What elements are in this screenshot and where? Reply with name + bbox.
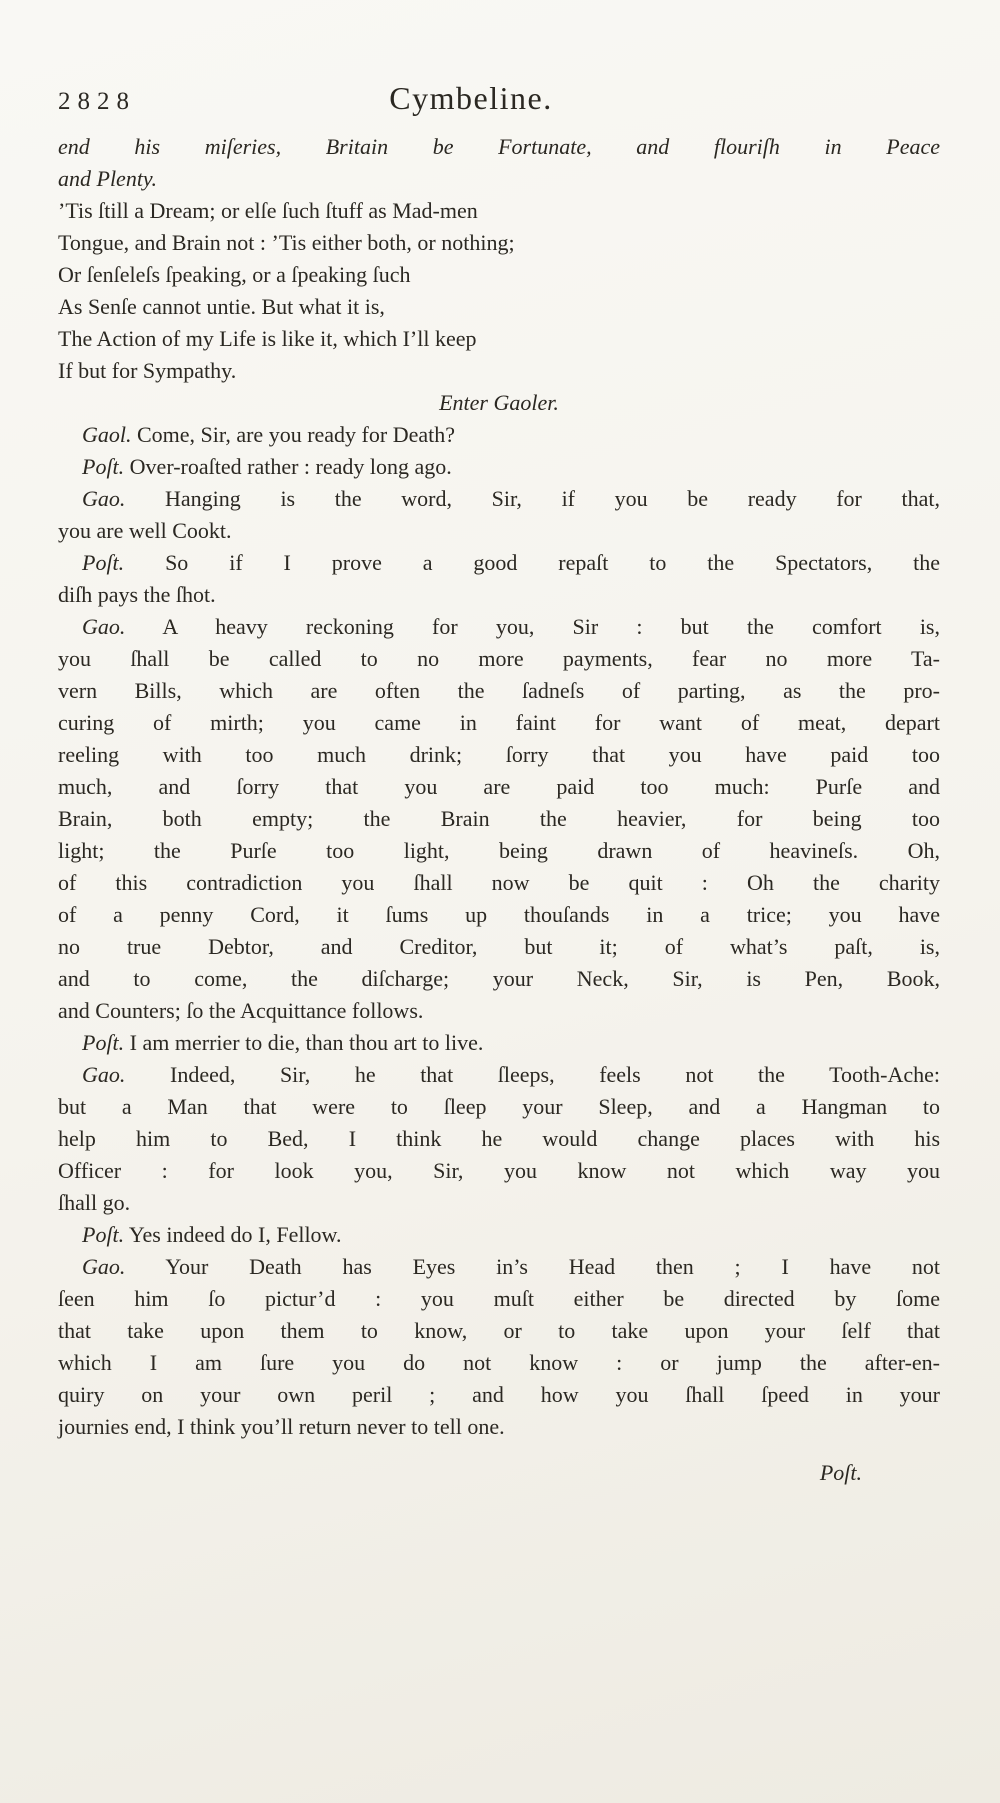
- text-line: Poſt. Over-roaſted rather : ready long ago.: [82, 454, 452, 479]
- text-line: Poſt. Yes indeed do I, Fellow.: [82, 1222, 342, 1247]
- speaker-label: Gao.: [82, 1254, 126, 1279]
- opening-italic-paragraph: [58, 131, 940, 195]
- stage-direction: [58, 387, 940, 419]
- speaker-label: Poſt.: [82, 454, 125, 479]
- running-title: Cymbeline.: [389, 80, 553, 116]
- text-line: Poſt. I am merrier to die, than thou art to live.: [82, 1030, 484, 1055]
- speech-paragraph: [58, 1251, 940, 1443]
- text-line: Gao. A heavy reckoning for you, Sir : but the comfort is,: [82, 614, 940, 639]
- speech-paragraph: [58, 483, 940, 547]
- text-line: Brain, both empty; the Brain the heavier, for being too: [58, 806, 940, 831]
- speaker-label: Gao.: [82, 486, 126, 511]
- text-line: Officer : for look you, Sir, you know not which way you: [58, 1158, 940, 1183]
- speaker-label: Gao.: [82, 614, 126, 639]
- text-line: and Counters; ſo the Acquittance follows.: [58, 998, 424, 1023]
- text-line: vern Bills, which are often the ſadneſs of parting, as the pro-: [58, 678, 940, 703]
- page-header: [58, 80, 940, 117]
- text-line: journies end, I think you’ll return never to tell one.: [58, 1414, 505, 1439]
- text-line: ſeen him ſo pictur’d : you muſt either be directed by ſome: [58, 1286, 940, 1311]
- stage-direction-text: Enter Gaoler.: [439, 390, 559, 415]
- text-line: much, and ſorry that you are paid too much: Purſe and: [58, 774, 940, 799]
- text-block: [58, 131, 940, 1443]
- text-line: and to come, the diſcharge; your Neck, Sir, is Pen, Book,: [58, 966, 940, 991]
- text-line: diſh pays the ſhot.: [58, 582, 216, 607]
- text-line: As Senſe cannot untie. But what it is,: [58, 294, 385, 319]
- text-line: ſhall go.: [58, 1190, 131, 1215]
- text-line: Tongue, and Brain not : ’Tis either both, or nothing;: [58, 230, 515, 255]
- text-line: The Action of my Life is like it, which I’ll keep: [58, 326, 477, 351]
- text-line: that take upon them to know, or to take upon your ſelf that: [58, 1318, 940, 1343]
- text-line: help him to Bed, I think he would change places with his: [58, 1126, 940, 1151]
- speaker-label: Poſt.: [82, 550, 125, 575]
- page-number: 2828: [58, 88, 136, 115]
- speaker-label: Poſt.: [82, 1222, 125, 1247]
- catchword-row: [58, 1457, 940, 1489]
- text-line: Or ſenſeleſs ſpeaking, or a ſpeaking ſuch: [58, 262, 411, 287]
- text-line: end his miſeries, Britain be Fortunate, and flouriſh in Peace: [58, 134, 940, 159]
- text-line: light; the Purſe too light, being drawn of heavineſs. Oh,: [58, 838, 940, 863]
- speech-paragraph: [58, 547, 940, 611]
- text-line: Gao. Hanging is the word, Sir, if you be ready for that,: [82, 486, 940, 511]
- text-line: Gao. Indeed, Sir, he that ſleeps, feels not the Tooth-Ache:: [82, 1062, 940, 1087]
- text-line: of this contradiction you ſhall now be quit : Oh the charity: [58, 870, 940, 895]
- text-line: Gao. Your Death has Eyes in’s Head then ; I have not: [82, 1254, 940, 1279]
- text-line: you ſhall be called to no more payments, fear no more Ta-: [58, 646, 940, 671]
- text-line: which I am ſure you do not know : or jump the after-en-: [58, 1350, 940, 1375]
- speech-paragraph: [58, 1059, 940, 1219]
- speech-paragraph: [58, 419, 940, 451]
- speaker-label: Poſt.: [82, 1030, 125, 1055]
- text-line: you are well Cookt.: [58, 518, 232, 543]
- speaker-label: Gaol.: [82, 422, 132, 447]
- text-line: reeling with too much drink; ſorry that you have paid too: [58, 742, 940, 767]
- text-line: ’Tis ſtill a Dream; or elſe ſuch ſtuff as Mad-men: [58, 198, 478, 223]
- text-line: quiry on your own peril ; and how you ſhall ſpeed in your: [58, 1382, 940, 1407]
- speech-paragraph: [58, 451, 940, 483]
- text-line: curing of mirth; you came in faint for want of meat, depart: [58, 710, 940, 735]
- text-line: and Plenty.: [58, 166, 157, 191]
- text-line: Poſt. So if I prove a good repaſt to the Spectators, the: [82, 550, 940, 575]
- speech-paragraph: [58, 1219, 940, 1251]
- text-line: no true Debtor, and Creditor, but it; of what’s paſt, is,: [58, 934, 940, 959]
- text-line: but a Man that were to ſleep your Sleep, and a Hangman to: [58, 1094, 940, 1119]
- text-line: Gaol. Come, Sir, are you ready for Death?: [82, 422, 456, 447]
- speech-paragraph: [58, 611, 940, 1027]
- verse-lines: [58, 195, 940, 387]
- text-line: If but for Sympathy.: [58, 358, 237, 383]
- speech-paragraph: [58, 1027, 940, 1059]
- text-line: of a penny Cord, it ſums up thouſands in a trice; you have: [58, 902, 940, 927]
- catchword: Poſt.: [819, 1460, 862, 1485]
- speaker-label: Gao.: [82, 1062, 126, 1087]
